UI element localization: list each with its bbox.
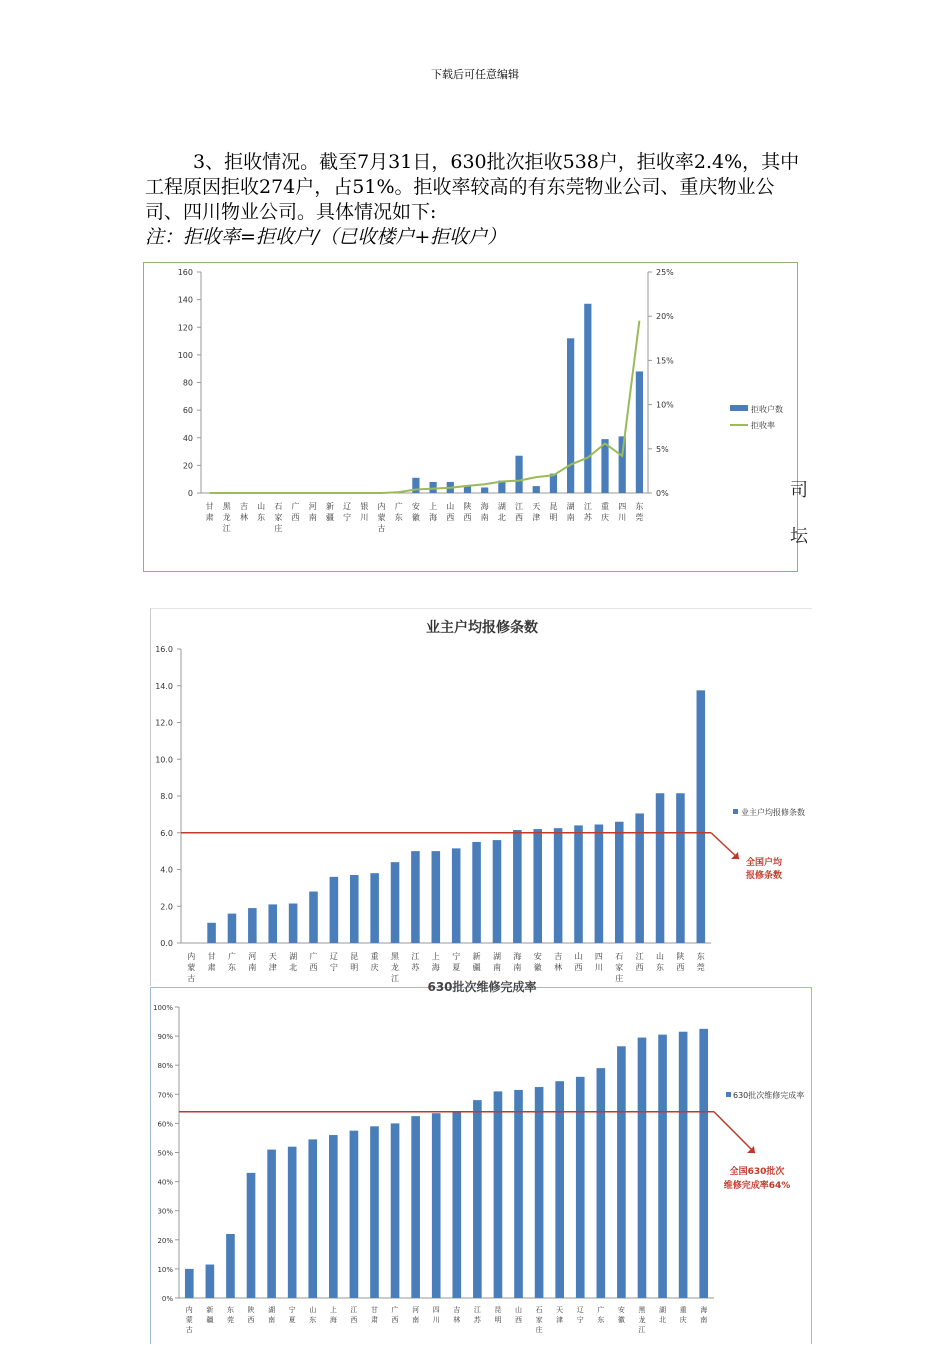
right-tick-label: 25% [656,268,674,277]
bar-repair-count [493,840,502,943]
x-tick-label: 东 [656,963,665,972]
bar-repair-count [268,904,277,943]
x-tick-label: 天 [268,952,277,961]
x-tick-label: 蒙 [187,963,196,972]
x-tick-label: 上 [329,1306,337,1314]
right-tick-label: 10% [656,400,674,410]
bar-repair-count [472,842,481,943]
x-tick-label: 江 [638,1326,646,1334]
x-tick-label: 昆 [350,952,359,961]
bar-completion-rate [288,1147,297,1298]
x-tick-label: 西 [635,963,644,972]
bar-completion-rate [658,1035,667,1298]
bar-rejected-households [636,371,643,493]
x-tick-label: 石 [615,952,624,961]
bar-completion-rate [185,1269,194,1298]
x-tick-label: 东 [394,513,403,522]
x-tick-label: 莞 [635,513,644,522]
x-tick-label: 辽 [343,502,352,511]
bar-completion-rate [597,1068,606,1298]
bar-completion-rate [391,1123,400,1298]
bar-completion-rate [514,1090,523,1298]
x-tick-label: 海 [700,1306,708,1314]
x-tick-label: 上 [431,952,440,961]
x-tick-label: 重 [601,502,610,511]
reference-label-line1: 全国630批次 [729,1167,785,1177]
x-tick-label: 西 [309,963,318,972]
x-tick-label: 庄 [615,974,624,983]
x-tick-label: 江 [473,1306,481,1314]
x-tick-label: 宁 [329,963,338,972]
x-tick-label: 辽 [329,952,338,961]
x-tick-label: 北 [659,1316,667,1324]
x-tick-label: 甘 [205,502,214,511]
bar-repair-count [391,862,400,943]
x-tick-label: 石 [535,1306,543,1314]
x-tick-label: 海 [431,963,440,972]
left-tick-label: 120 [177,323,193,333]
x-tick-label: 天 [532,502,541,511]
x-tick-label: 吉 [239,502,248,511]
x-tick-label: 新 [472,952,481,961]
x-tick-label: 龙 [638,1316,646,1324]
x-tick-label: 东 [635,502,644,511]
x-tick-label: 西 [391,1316,399,1324]
chart-title: 业主户均报修条数 [426,620,538,636]
x-tick-label: 四 [618,502,627,511]
x-tick-label: 庆 [601,513,610,522]
x-tick-label: 苏 [411,963,420,972]
line-rejection-rate [210,321,640,493]
x-tick-label: 湖 [492,952,501,961]
completion-rate-chart-frame [150,980,812,1344]
x-tick-label: 庄 [535,1326,543,1334]
right-tick-label: 0% [656,489,669,498]
x-tick-label: 吉 [554,952,563,961]
x-tick-label: 庄 [274,524,283,533]
completion-rate-chart [151,980,813,1345]
y-tick-label: 2.0 [160,902,173,912]
x-tick-label: 疆 [472,963,481,972]
y-tick-label: 90% [157,1033,173,1042]
x-tick-label: 东 [257,513,266,522]
x-tick-label: 湖 [566,502,575,511]
x-tick-label: 家 [535,1316,543,1324]
x-tick-label: 川 [432,1316,440,1324]
y-tick-label: 12.0 [155,718,173,728]
left-tick-label: 60 [182,406,193,416]
bar-rejected-households [481,487,488,493]
bar-repair-count [533,829,542,943]
x-tick-label: 湖 [497,502,506,511]
x-tick-label: 西 [350,1316,358,1324]
x-tick-label: 山 [574,952,583,961]
bar-completion-rate [247,1173,256,1298]
x-tick-label: 海 [329,1316,337,1324]
y-tick-label: 50% [157,1149,173,1158]
reference-label-line2: 报修条数 [745,871,783,881]
x-tick-label: 古 [185,1326,193,1334]
x-tick-label: 南 [492,963,501,972]
x-tick-label: 西 [515,1316,523,1324]
y-tick-label: 10% [157,1265,173,1274]
bar-repair-count [452,848,461,943]
bar-repair-count [513,830,522,943]
stray-glyph-1: 司 [790,480,808,501]
x-tick-label: 广 [394,502,403,511]
x-tick-label: 北 [497,513,506,522]
left-tick-label: 0 [187,489,193,498]
reference-pointer [711,833,739,859]
x-tick-label: 山 [515,1306,523,1314]
x-tick-label: 西 [515,513,524,522]
bar-repair-count [676,793,685,943]
bar-repair-count [248,908,257,943]
bar-completion-rate [535,1087,544,1298]
x-tick-label: 广 [391,1306,399,1314]
bar-repair-count [432,851,441,943]
x-tick-label: 龙 [391,963,400,972]
x-tick-label: 银 [360,502,369,511]
x-tick-label: 南 [308,513,317,522]
page-header: 下载后可任意编辑 [431,68,519,81]
x-tick-label: 甘 [207,952,216,961]
x-tick-label: 辽 [576,1306,584,1314]
x-tick-label: 山 [446,502,455,511]
rejection-chart [144,263,799,573]
x-tick-label: 海 [480,502,489,511]
x-tick-label: 庆 [370,963,379,972]
x-tick-label: 新 [206,1306,214,1314]
x-tick-label: 内 [187,952,196,961]
x-tick-label: 江 [411,952,420,961]
x-tick-label: 东 [696,952,705,961]
right-tick-label: 15% [656,356,674,366]
x-tick-label: 江 [515,502,524,511]
bar-completion-rate [638,1038,647,1298]
x-tick-label: 陕 [247,1306,255,1314]
x-tick-label: 安 [533,952,542,961]
x-tick-label: 安 [617,1306,625,1314]
x-tick-label: 津 [268,963,277,972]
x-tick-label: 川 [594,963,603,972]
x-tick-label: 苏 [583,513,592,522]
x-tick-label: 南 [248,963,257,972]
bar-repair-count [350,875,359,943]
bar-completion-rate [576,1077,585,1298]
x-tick-label: 山 [309,1306,317,1314]
legend-swatch-bars [730,405,748,411]
x-tick-label: 上 [429,502,438,511]
x-tick-label: 南 [700,1316,708,1324]
x-tick-label: 江 [391,974,400,983]
rejection-note: 注：拒收率=拒收户/（已收楼户+拒收户） [145,226,507,248]
stray-glyph-2: 坛 [790,526,808,547]
x-tick-label: 东 [226,1306,234,1314]
x-tick-label: 南 [480,513,489,522]
y-tick-label: 8.0 [160,792,173,801]
x-tick-label: 东 [309,1316,317,1324]
x-tick-label: 夏 [452,963,461,972]
x-tick-label: 津 [532,513,541,522]
x-tick-label: 宁 [576,1316,584,1324]
x-tick-label: 肃 [370,1316,378,1324]
bar-completion-rate [679,1032,688,1298]
x-tick-label: 北 [289,963,298,972]
legend-label-bars: 拒收户数 [751,405,783,414]
y-tick-label: 60% [157,1120,173,1129]
left-tick-label: 20 [182,461,193,471]
x-tick-label: 江 [635,952,644,961]
x-tick-label: 东 [597,1316,605,1324]
right-tick-label: 5% [656,444,669,454]
bar-repair-count [554,828,563,943]
bar-completion-rate [329,1135,338,1298]
repair-count-chart-frame [150,608,812,986]
x-tick-label: 陕 [676,952,685,961]
x-tick-label: 川 [618,513,627,522]
x-tick-label: 西 [676,963,685,972]
bar-completion-rate [452,1112,461,1298]
y-tick-label: 0.0 [160,939,173,948]
x-tick-label: 夏 [288,1316,296,1324]
x-tick-label: 徽 [533,963,542,972]
x-tick-label: 林 [453,1316,461,1324]
x-tick-label: 内 [185,1306,193,1314]
x-tick-label: 宁 [343,513,352,522]
x-tick-label: 蒙 [377,513,386,522]
bar-rejected-households [533,486,540,493]
x-tick-label: 黑 [222,502,231,511]
x-tick-label: 西 [247,1316,255,1324]
bar-repair-count [656,793,665,943]
bar-completion-rate [699,1029,708,1298]
y-tick-label: 10.0 [155,755,173,765]
left-tick-label: 40 [182,433,193,443]
x-tick-label: 莞 [226,1316,234,1324]
x-tick-label: 广 [597,1306,605,1314]
x-tick-label: 古 [377,524,386,533]
bar-repair-count [330,877,339,943]
x-tick-label: 陕 [463,502,472,511]
x-tick-label: 河 [308,502,317,511]
x-tick-label: 西 [463,513,472,522]
reference-label-line1: 全国户均 [745,858,783,868]
bar-repair-count [228,914,237,943]
y-tick-label: 4.0 [160,865,173,875]
reference-label-line2: 维修完成率64% [723,1181,791,1191]
bar-repair-count [309,892,318,943]
x-tick-label: 林 [239,513,248,522]
x-tick-label: 疆 [206,1316,214,1324]
bar-rejected-households [619,436,626,493]
x-tick-label: 家 [615,963,624,972]
legend-swatch [733,809,738,814]
bar-repair-count [207,923,216,943]
x-tick-label: 江 [222,524,231,533]
x-tick-label: 西 [574,963,583,972]
x-tick-label: 南 [566,513,575,522]
y-tick-label: 14.0 [155,681,173,691]
rejection-paragraph [145,150,807,250]
bar-completion-rate [411,1116,420,1298]
x-tick-label: 广 [309,952,318,961]
bar-completion-rate [308,1139,317,1298]
x-tick-label: 海 [513,952,522,961]
x-tick-label: 南 [513,963,522,972]
x-tick-label: 龙 [222,513,231,522]
x-tick-label: 苏 [473,1316,481,1324]
x-tick-label: 河 [412,1306,420,1314]
x-tick-label: 江 [350,1306,358,1314]
legend-label-line: 拒收率 [751,421,775,430]
x-tick-label: 明 [549,513,558,522]
x-tick-label: 昆 [494,1306,502,1314]
y-tick-label: 16.0 [155,645,173,654]
x-tick-label: 重 [370,952,379,961]
x-tick-label: 徽 [617,1316,625,1324]
left-tick-label: 80 [182,378,193,388]
x-tick-label: 西 [291,513,300,522]
rejection-text: 3、拒收情况。截至7月31日，630批次拒收538户，拒收率2.4%，其中工程原因拒收274户，占51%。拒收率较高的有东莞物业公司、重庆物业公司、四川物业公司。具体情况如下: [145,151,800,223]
x-tick-label: 山 [257,502,266,511]
bar-completion-rate [432,1113,441,1298]
x-tick-label: 南 [268,1316,276,1324]
x-tick-label: 天 [556,1306,564,1314]
left-tick-label: 160 [177,268,193,277]
x-tick-label: 安 [411,502,420,511]
bar-repair-count [370,873,379,943]
y-tick-label: 40% [157,1178,173,1187]
bar-completion-rate [494,1091,503,1298]
bar-repair-count [595,824,604,943]
x-tick-label: 肃 [205,513,214,522]
x-tick-label: 内 [377,502,386,511]
bar-completion-rate [555,1081,564,1298]
x-tick-label: 河 [248,952,257,961]
x-tick-label: 吉 [453,1306,461,1314]
y-tick-label: 30% [157,1207,173,1216]
x-tick-label: 家 [274,513,283,522]
bar-completion-rate [226,1234,235,1298]
chart-title: 630批次维修完成率 [427,980,537,994]
x-tick-label: 庆 [679,1316,687,1324]
legend-label: 630批次维修完成率 [733,1091,805,1100]
bar-repair-count [574,825,583,943]
x-tick-label: 津 [556,1316,564,1324]
x-tick-label: 甘 [370,1306,378,1314]
x-tick-label: 湖 [289,952,298,961]
y-tick-label: 80% [157,1062,173,1071]
x-tick-label: 重 [679,1306,687,1314]
x-tick-label: 蒙 [185,1316,193,1324]
x-tick-label: 肃 [207,963,216,972]
x-tick-label: 广 [291,502,300,511]
x-tick-label: 四 [594,952,603,961]
x-tick-label: 宁 [288,1306,296,1314]
x-tick-label: 东 [227,963,236,972]
y-tick-label: 6.0 [160,828,173,838]
x-tick-label: 昆 [549,502,558,511]
bar-repair-count [289,903,298,943]
bar-repair-count [697,690,706,943]
x-tick-label: 宁 [452,952,461,961]
x-tick-label: 古 [187,974,196,983]
x-tick-label: 林 [554,963,563,972]
x-tick-label: 四 [432,1306,440,1314]
x-tick-label: 湖 [659,1306,667,1314]
bar-completion-rate [206,1265,215,1298]
x-tick-label: 明 [350,963,359,972]
rejection-chart-frame [143,262,798,572]
bar-completion-rate [617,1046,626,1298]
x-tick-label: 黑 [638,1306,646,1314]
left-tick-label: 140 [177,295,193,305]
left-tick-label: 100 [177,350,193,360]
x-tick-label: 黑 [391,952,400,961]
y-tick-label: 100% [152,1004,173,1012]
y-tick-label: 70% [157,1091,173,1100]
x-tick-label: 山 [656,952,665,961]
legend-label: 业主户均报修条数 [741,808,805,817]
bar-repair-count [615,822,624,943]
bar-repair-count [411,851,420,943]
bar-completion-rate [473,1100,482,1298]
x-tick-label: 徽 [411,513,420,522]
bar-completion-rate [350,1131,359,1298]
x-tick-label: 海 [429,513,438,522]
x-tick-label: 川 [360,513,369,522]
x-tick-label: 明 [494,1316,502,1324]
repair-count-chart [151,609,813,987]
y-tick-label: 20% [157,1236,173,1245]
x-tick-label: 疆 [325,513,334,522]
x-tick-label: 西 [446,513,455,522]
bar-completion-rate [370,1126,379,1298]
bar-completion-rate [267,1150,276,1298]
x-tick-label: 广 [227,952,236,961]
bar-rejected-households [567,338,574,493]
x-tick-label: 南 [412,1316,420,1324]
x-tick-label: 莞 [696,963,705,972]
bar-rejected-households [601,439,608,493]
bar-rejected-households [515,456,522,493]
reference-pointer [714,1112,755,1153]
x-tick-label: 石 [274,502,283,511]
x-tick-label: 江 [583,502,592,511]
y-tick-label: 0% [161,1295,173,1303]
legend-swatch [726,1092,731,1097]
x-tick-label: 新 [325,502,334,511]
x-tick-label: 湖 [268,1306,276,1314]
right-tick-label: 20% [656,312,674,322]
bar-rejected-households [584,304,591,493]
